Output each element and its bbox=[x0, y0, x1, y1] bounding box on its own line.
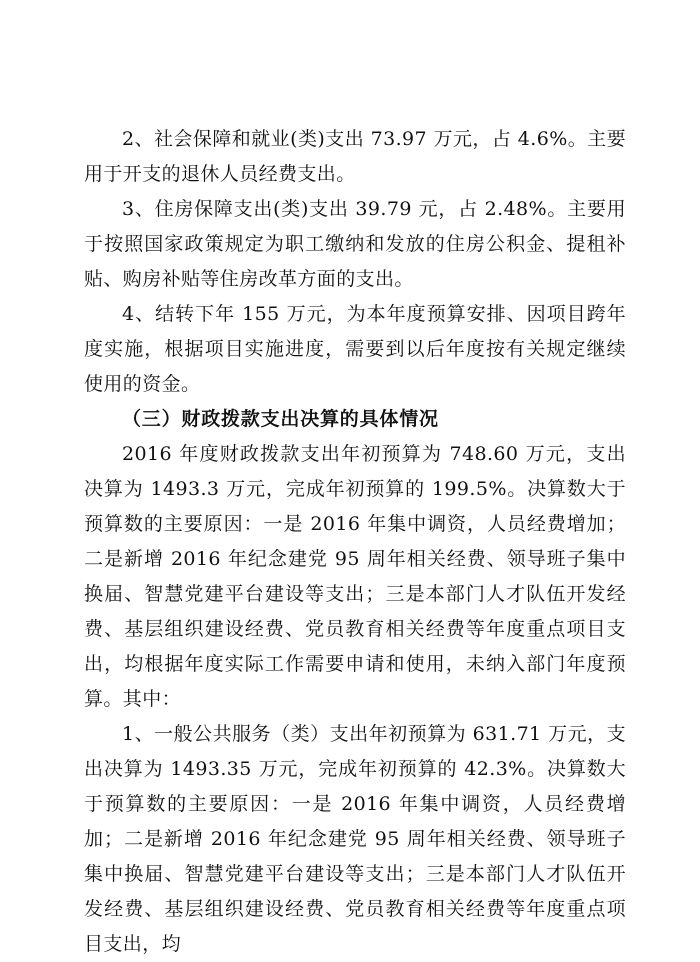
paragraph-carryover: 4、结转下年 155 万元，为本年度预算安排、因项目跨年度实施，根据项目实施进度，需要到以后年度按有关规定继续使用的资金。 bbox=[84, 303, 626, 395]
paragraph-appropriation-overview: 2016 年度财政拨款支出年初预算为 748.60 万元，支出决算为 1493.3 万元，完成年初预算的 199.5%。决算数大于预算数的主要原因：一是 2016 年集中调资，人员经费增加；二是新增 2016 年纪念建党 95 周年相关经费、领导班子集中换届、智慧党建平台建设等支出；三是本部门人才队伍开发经费、基层组织建设经费、党员教育相关经费等年度重点项目支出，均根据年度实际工作需要申请和使用，未纳入部门年度预算。其中： bbox=[84, 443, 626, 710]
section-heading: （三）财政拨款支出决算的具体情况 bbox=[122, 408, 439, 430]
paragraph-social-security: 2、社会保障和就业(类)支出 73.97 万元，占 4.6%。主要用于开支的退休人员经费支出。 bbox=[84, 128, 626, 185]
paragraph-general-public-services: 1、一般公共服务（类）支出年初预算为 631.71 万元，支出决算为 1493.35 万元，完成年初预算的 42.3%。决算数大于预算数的主要原因：一是 2016 年集中调资，人员经费增加；二是新增 2016 年纪念建党 95 周年相关经费、领导班子集中换届、智慧党建平台建设等支出；三是本部门人才队伍开发经费、基层组织建设经费、党员教育相关经费等年度重点项目支出，均 bbox=[84, 723, 626, 955]
paragraph-housing-security: 3、住房保障支出(类)支出 39.79 元，占 2.48%。主要用于按照国家政策规定为职工缴纳和发放的住房公积金、提租补贴、购房补贴等住房改革方面的支出。 bbox=[84, 198, 626, 290]
